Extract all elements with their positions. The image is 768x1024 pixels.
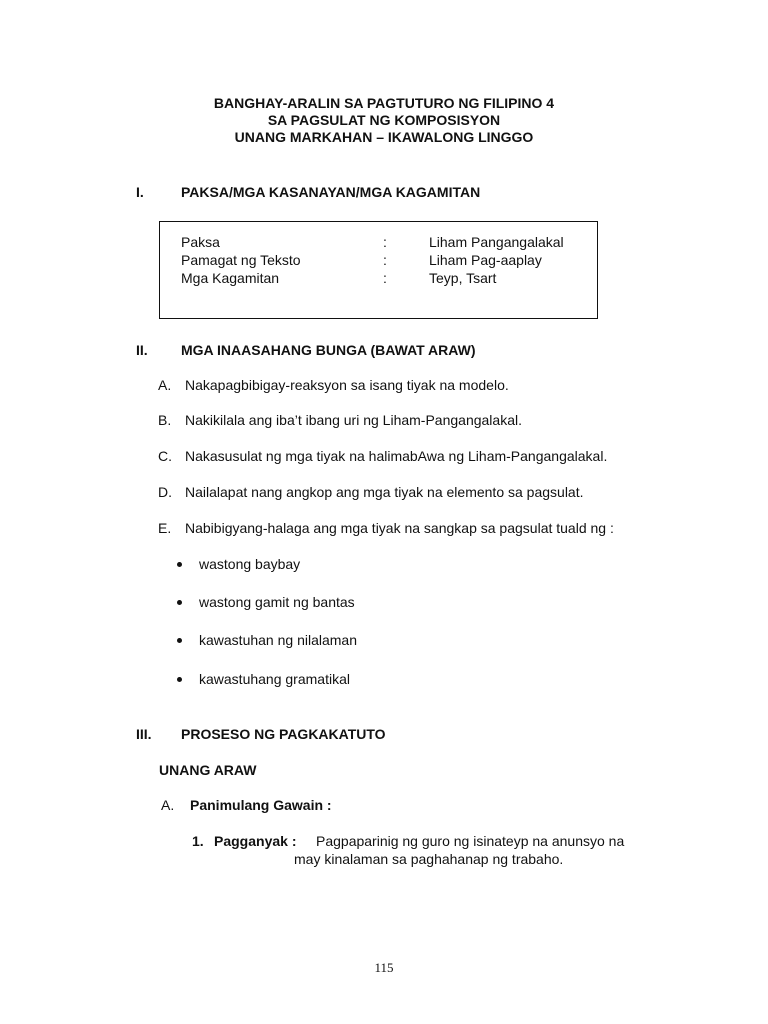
info-sep: : bbox=[383, 270, 387, 286]
section-1-heading: PAKSA/MGA KASANAYAN/MGA KAGAMITAN bbox=[181, 184, 481, 200]
doc-title-line-1: BANGHAY-ARALIN SA PAGTUTURO NG FILIPINO 4 bbox=[213, 95, 555, 111]
list-letter-c: C. bbox=[158, 448, 172, 464]
sub-heading: Panimulang Gawain : bbox=[190, 797, 332, 813]
doc-title-line-2: SA PAGSULAT NG KOMPOSISYON bbox=[267, 112, 501, 128]
bullet-dot-icon bbox=[177, 562, 182, 567]
list-letter-a: A. bbox=[158, 377, 172, 393]
info-label-pamagat: Pamagat ng Teksto bbox=[181, 252, 301, 268]
list-letter-d: D. bbox=[158, 484, 172, 500]
bullet-dot-icon bbox=[177, 638, 182, 643]
section-1-numeral: I. bbox=[136, 184, 144, 200]
day-heading: UNANG ARAW bbox=[159, 762, 257, 778]
doc-title-line-3: UNANG MARKAHAN – IKAWALONG LINGGO bbox=[234, 129, 534, 145]
section-3-numeral: III. bbox=[136, 726, 152, 742]
section-3-heading: PROSESO NG PAGKAKATUTO bbox=[181, 726, 386, 742]
info-sep: : bbox=[383, 252, 387, 268]
bullet-dot-icon bbox=[177, 677, 182, 682]
list-item-a: Nakapagbibigay-reaksyon sa isang tiyak na modelo. bbox=[185, 377, 509, 393]
page-number: 115 bbox=[374, 960, 394, 975]
list-letter-b: B. bbox=[158, 412, 172, 428]
bullet-item-1: wastong baybay bbox=[199, 556, 301, 572]
bullet-item-3: kawastuhan ng nilalaman bbox=[199, 632, 357, 648]
info-sep: : bbox=[383, 234, 387, 250]
list-letter-e: E. bbox=[158, 520, 172, 536]
list-item-d: Nailalapat nang angkop ang mga tiyak na elemento sa pagsulat. bbox=[185, 484, 584, 500]
info-label-paksa: Paksa bbox=[181, 234, 220, 250]
list-item-e: Nabibigyang-halaga ang mga tiyak na sangkap sa pagsulat tuald ng : bbox=[185, 520, 614, 536]
list-item-c: Nakasusulat ng mga tiyak na halimabAwa ng Liham-Pangangalakal. bbox=[185, 448, 608, 464]
info-value-paksa: Liham Pangangalakal bbox=[429, 234, 564, 250]
step-text-line-1: Pagpaparinig ng guro ng isinateyp na anunsyo na bbox=[316, 833, 625, 849]
step-number: 1. bbox=[192, 833, 204, 849]
info-label-kagamitan: Mga Kagamitan bbox=[181, 270, 280, 286]
section-2-numeral: II. bbox=[136, 342, 148, 358]
section-2-heading: MGA INAASAHANG BUNGA (BAWAT ARAW) bbox=[181, 342, 476, 358]
sub-letter-a: A. bbox=[161, 797, 175, 813]
step-text-line-2: may kinalaman sa paghahanap ng trabaho. bbox=[294, 851, 564, 867]
step-label: Pagganyak : bbox=[214, 833, 297, 849]
info-value-kagamitan: Teyp, Tsart bbox=[429, 270, 497, 286]
bullet-item-2: wastong gamit ng bantas bbox=[199, 594, 355, 610]
list-item-b: Nakikilala ang iba’t ibang uri ng Liham-Pangangalakal. bbox=[185, 412, 522, 428]
info-value-pamagat: Liham Pag-aaplay bbox=[429, 252, 542, 268]
bullet-dot-icon bbox=[177, 600, 182, 605]
bullet-item-4: kawastuhang gramatikal bbox=[199, 671, 350, 687]
